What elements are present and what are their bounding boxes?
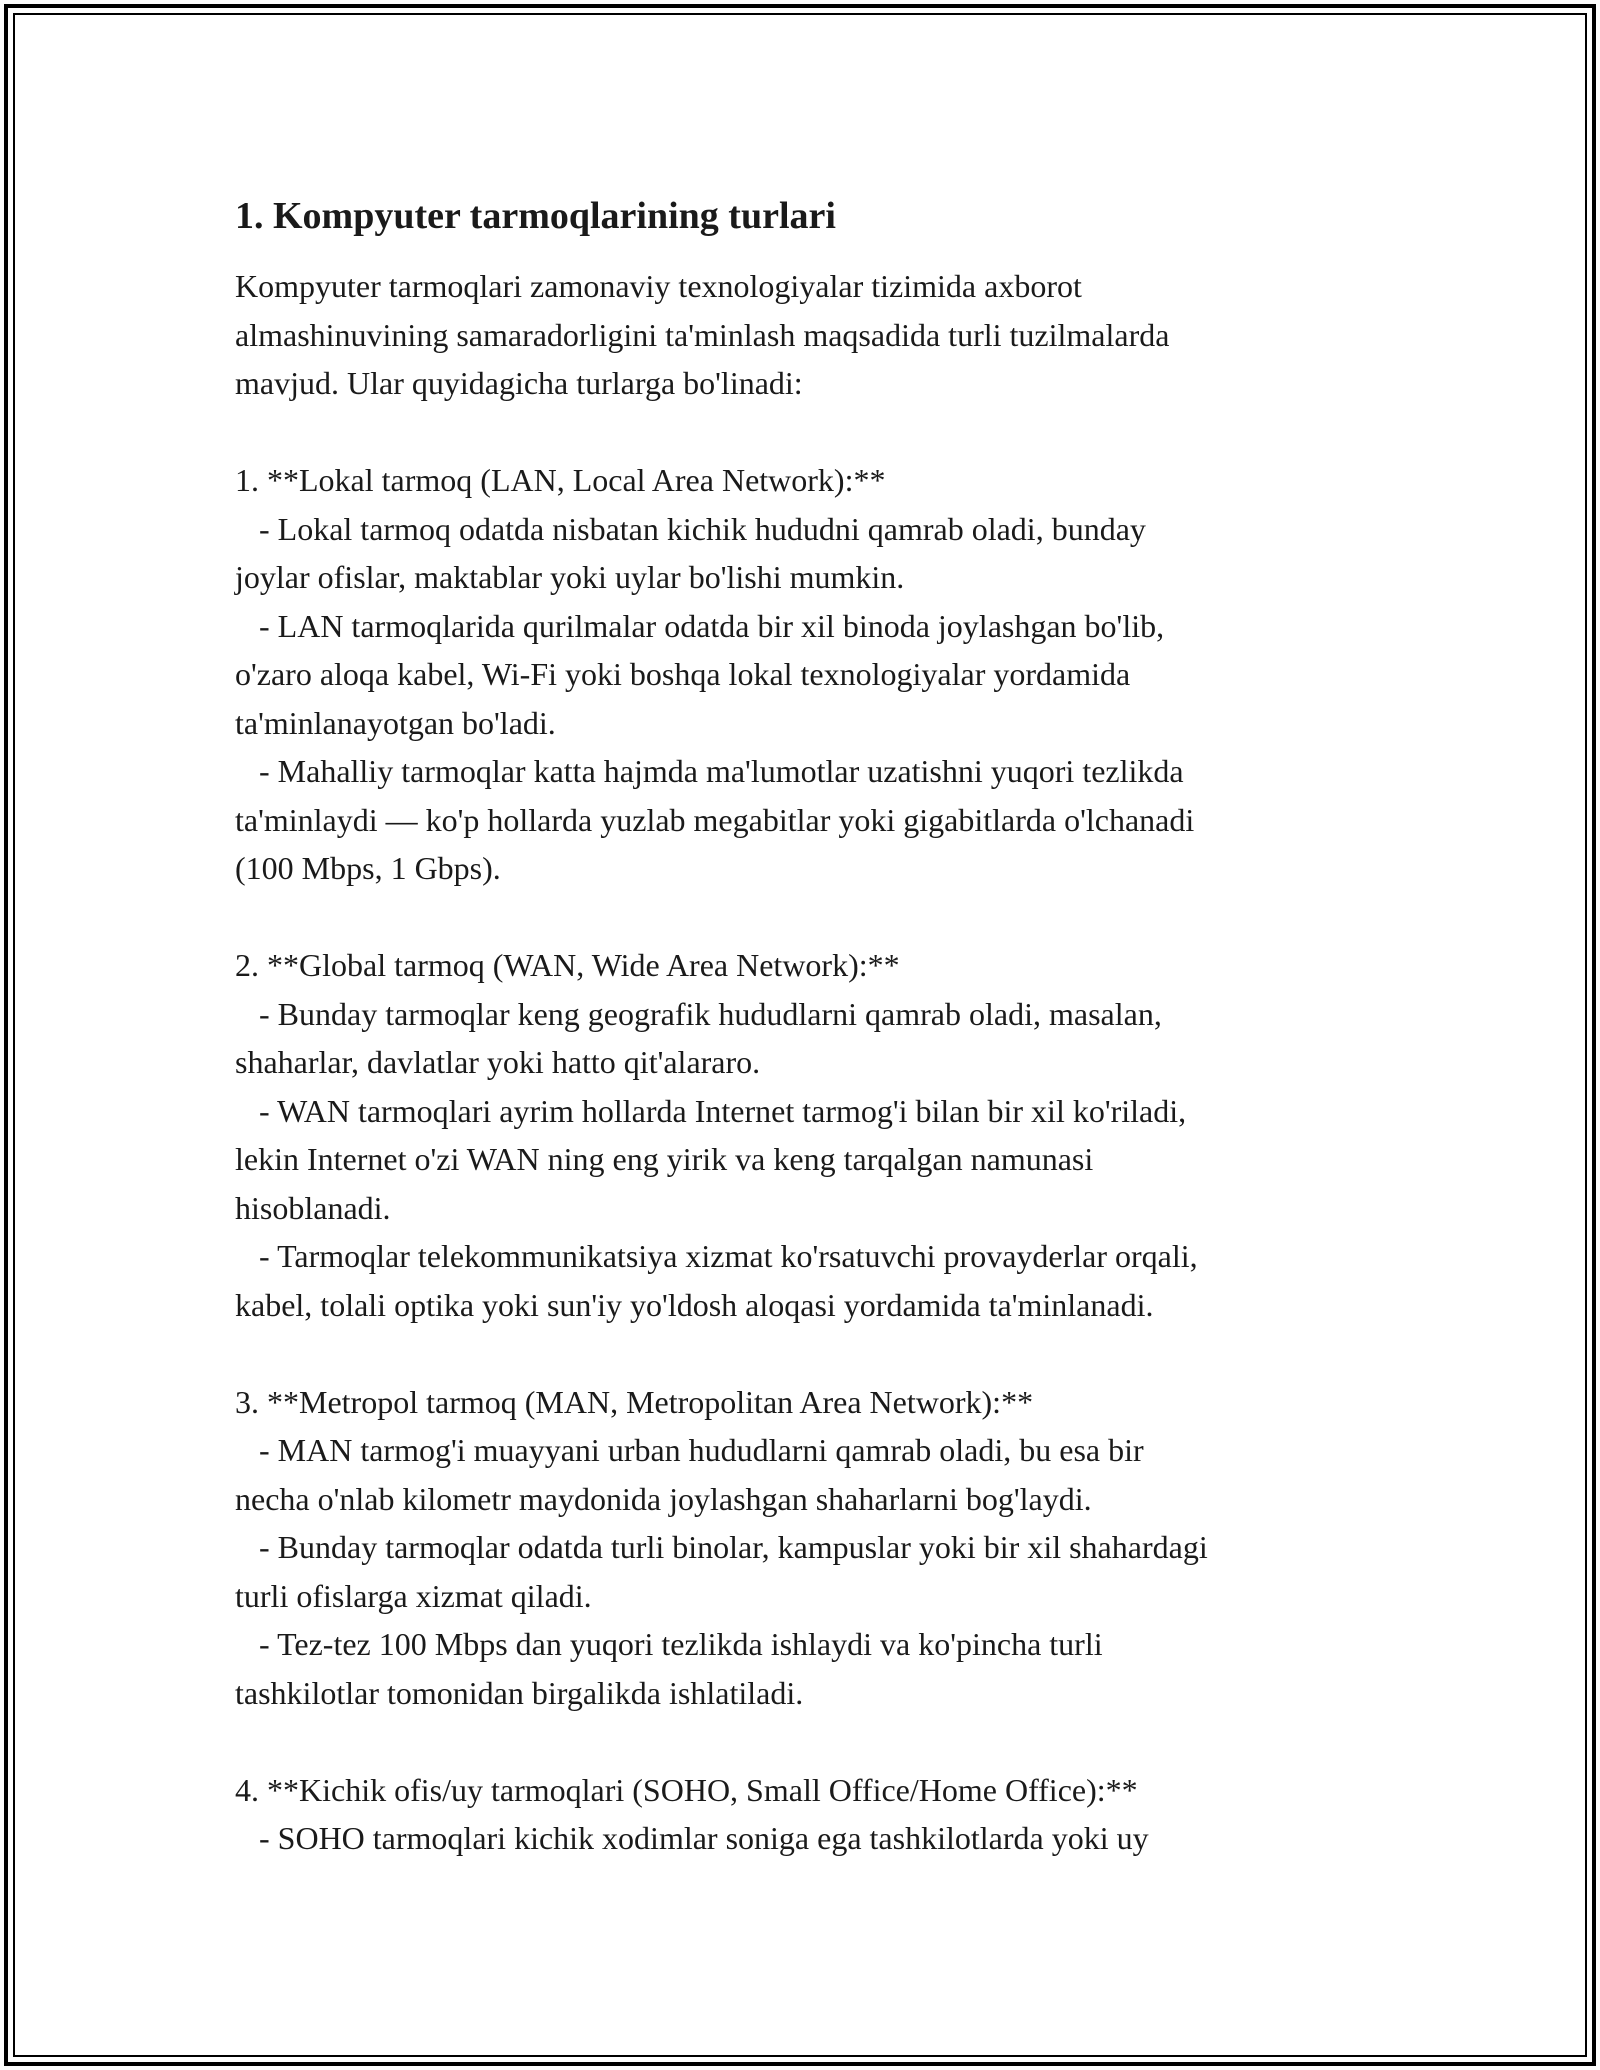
text-line: almashinuvining samaradorligini ta'minlash maqsadida turli tuzilmalarda (235, 316, 1170, 353)
text-line: tashkilotlar tomonidan birgalikda ishlatiladi. (235, 1674, 804, 1711)
text-line: - Mahalliy tarmoqlar katta hajmda ma'lumotlar uzatishni yuqori tezlikda (235, 753, 1184, 789)
paragraph-gap (235, 1717, 1395, 1766)
text-line: ta'minlanayotgan bo'ladi. (235, 704, 556, 741)
list-heading: 2. **Global tarmoq (WAN, Wide Area Network):** (235, 947, 900, 983)
text-line: - Lokal tarmoq odatda nisbatan kichik hududni qamrab oladi, bunday (235, 510, 1146, 547)
paragraph-gap (235, 1329, 1395, 1378)
text-line: (100 Mbps, 1 Gbps). (235, 850, 501, 886)
text-line: - Tarmoqlar telekommunikatsiya xizmat ko'rsatuvchi provayderlar orqali, (235, 1238, 1198, 1274)
text-line: kabel, tolali optika yoki sun'iy yo'ldosh aloqasi yordamida ta'minlanadi. (235, 1286, 1154, 1323)
section-wan (235, 941, 1395, 1329)
text-line: - Bunday tarmoqlar odatda turli binolar, kampuslar yoki bir xil shahardagi (235, 1529, 1208, 1565)
text-line: mavjud. Ular quyidagicha turlarga bo'linadi: (235, 365, 803, 401)
text-line: - MAN tarmog'i muayyani urban hududlarni qamrab oladi, bu esa bir (235, 1432, 1144, 1468)
list-heading: 3. **Metropol tarmoq (MAN, Metropolitan Area Network):** (235, 1383, 1034, 1420)
section-soho (235, 1766, 1395, 1863)
section-man (235, 1378, 1395, 1718)
text-line: ta'minlaydi — ko'p hollarda yuzlab megabitlar yoki gigabitlarda o'lchanadi (235, 801, 1195, 838)
section-lan (235, 456, 1395, 893)
text-line: - WAN tarmoqlari ayrim hollarda Internet tarmog'i bilan bir xil ko'riladi, (235, 1092, 1187, 1129)
text-line: joylar ofislar, maktablar yoki uylar bo'lishi mumkin. (235, 559, 905, 595)
text-line: o'zaro aloqa kabel, Wi-Fi yoki boshqa lokal texnologiyalar yordamida (235, 656, 1131, 692)
text-line: Kompyuter tarmoqlari zamonaviy texnologiyalar tizimida axborot (235, 268, 1082, 304)
document-body (235, 190, 1395, 1863)
intro-paragraph (235, 262, 1395, 408)
text-line: shaharlar, davlatlar yoki hatto qit'alararo. (235, 1044, 761, 1080)
text-line: - Tez-tez 100 Mbps dan yuqori tezlikda ishlaydi va ko'pincha turli (235, 1626, 1103, 1662)
text-line: hisoblanadi. (235, 1189, 391, 1226)
section-title: 1. Kompyuter tarmoqlarining turlari (235, 195, 836, 237)
text-line: - LAN tarmoqlarida qurilmalar odatda bir xil binoda joylashgan bo'lib, (235, 607, 1165, 644)
text-line: - SOHO tarmoqlari kichik xodimlar soniga ega tashkilotlarda yoki uy (235, 1820, 1149, 1856)
text-line: necha o'nlab kilometr maydonida joylashgan shaharlarni bog'laydi. (235, 1480, 1092, 1517)
list-heading: 4. **Kichik ofis/uy tarmoqlari (SOHO, Small Office/Home Office):** (235, 1771, 1138, 1808)
paragraph-gap (235, 408, 1395, 457)
list-heading: 1. **Lokal tarmoq (LAN, Local Area Network):** (235, 462, 886, 498)
text-line: - Bunday tarmoqlar keng geografik hududlarni qamrab oladi, masalan, (235, 995, 1162, 1032)
text-line: lekin Internet o'zi WAN ning eng yirik va keng tarqalgan namunasi (235, 1141, 1094, 1177)
text-line: turli ofislarga xizmat qiladi. (235, 1577, 592, 1614)
paragraph-gap (235, 893, 1395, 942)
